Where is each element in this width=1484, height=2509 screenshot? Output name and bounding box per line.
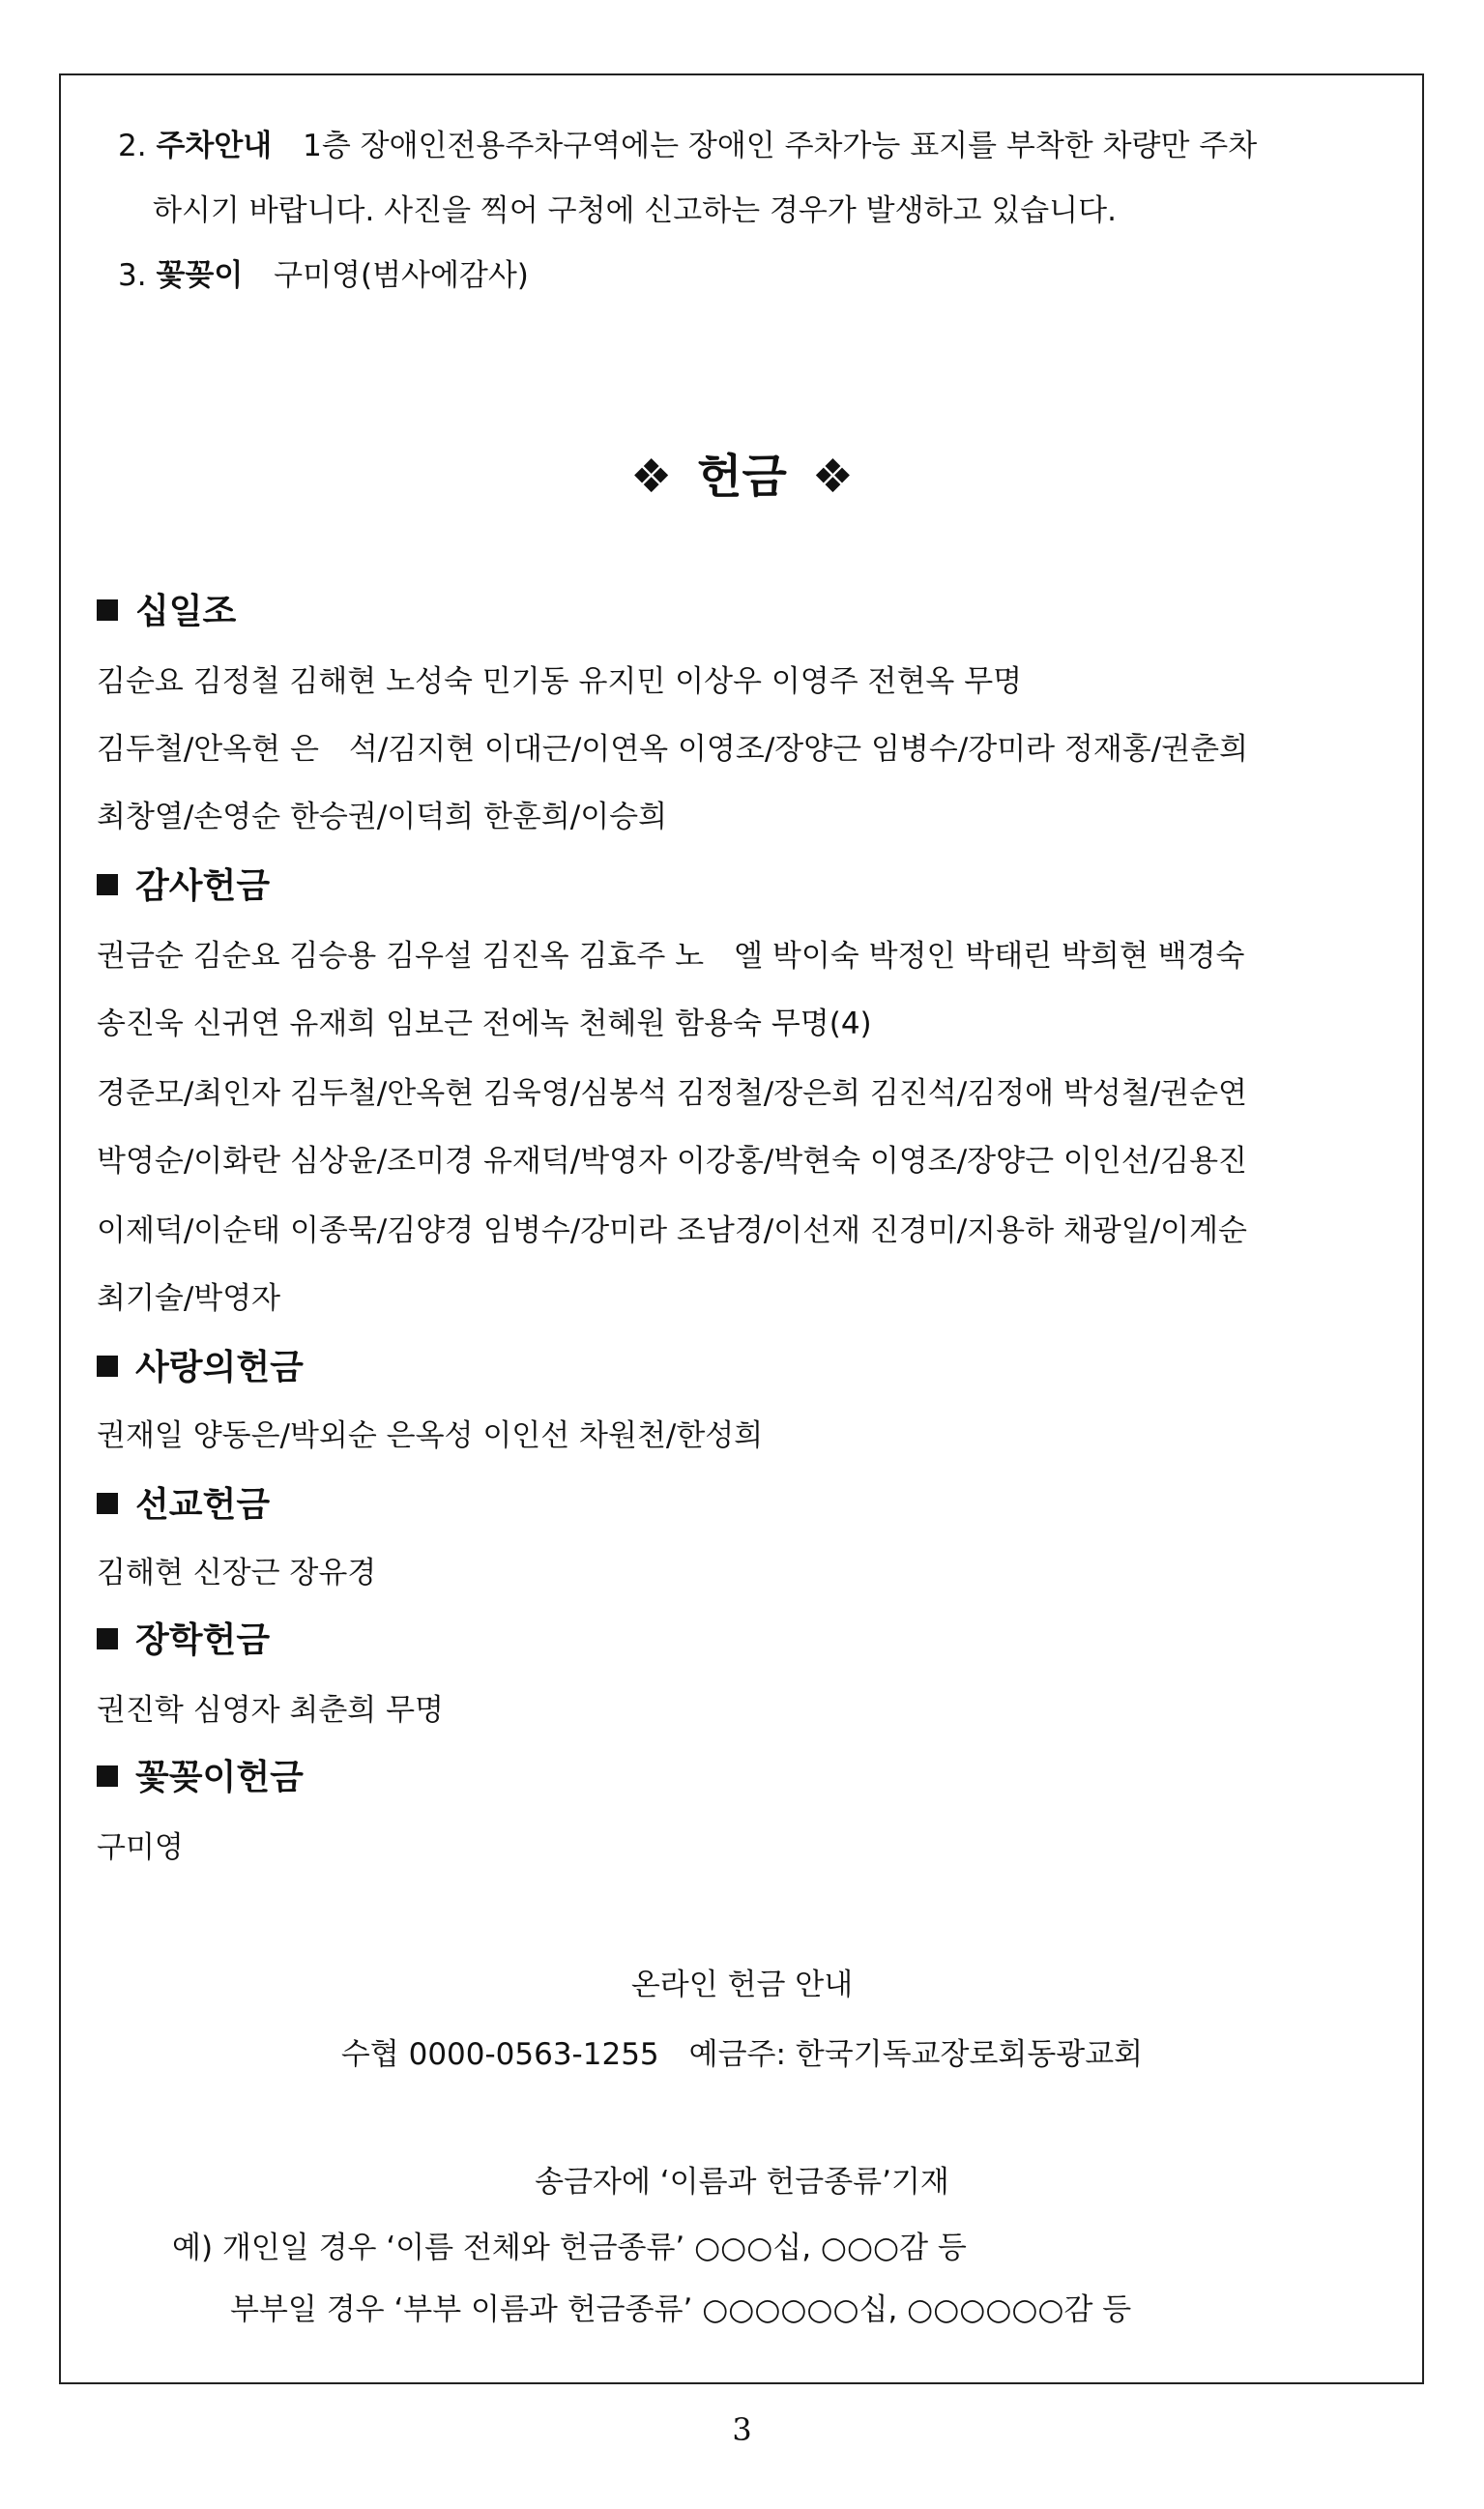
- names-line: 구미영: [97, 1830, 184, 1865]
- notice-number: 2.: [118, 129, 147, 163]
- square-bullet-icon: [97, 1628, 118, 1649]
- names-line: 송진욱 신귀연 유재희 임보근 전에녹 천혜원 함용숙 무명(4): [97, 1007, 872, 1041]
- section-heading-tithe: 십일조: [97, 588, 236, 636]
- online-example-couple: 부부일 경우 ‘부부 이름과 헌금종류’ ○○○○○○십, ○○○○○○감 등: [230, 2292, 1132, 2327]
- online-offering-title: 온라인 헌금 안내: [630, 1968, 854, 2002]
- section-heading-mission: 선교헌금: [97, 1481, 270, 1530]
- notice-text: 1층 장애인전용주차구역에는 장애인 주차가능 표지를 부착한 차량만 주차: [303, 129, 1258, 163]
- online-example-individual: 예) 개인일 경우 ‘이름 전체와 헌금종류’ ○○○십, ○○○감 등: [172, 2231, 967, 2265]
- section-heading-scholarship: 장학헌금: [97, 1617, 270, 1665]
- square-bullet-icon: [97, 599, 118, 621]
- names-line: 최기술/박영자: [97, 1281, 281, 1316]
- names-line: 경준모/최인자 김두철/안옥현 김욱영/심봉석 김정철/장은희 김진석/김정애 박성철/권순연: [97, 1076, 1247, 1111]
- names-line: 권재일 양동은/박외순 은옥성 이인선 차원천/한성희: [97, 1418, 764, 1453]
- notice-number: 3.: [118, 258, 147, 293]
- names-line: 박영순/이화란 심상윤/조미경 유재덕/박영자 이강홍/박현숙 이영조/장양근 이인선/김용진: [97, 1144, 1247, 1179]
- section-heading-flower: 꽃꽂이헌금: [97, 1754, 304, 1802]
- notice-title: 꽃꽂이: [156, 258, 244, 293]
- names-line: 권진학 심영자 최춘희 무명: [97, 1693, 444, 1728]
- square-bullet-icon: [97, 1356, 118, 1377]
- offering-title: [0, 443, 1484, 511]
- names-line: 이제덕/이순태 이종묵/김양경 임병수/강미라 조남경/이선재 진경미/지용하 채광일/이계순: [97, 1213, 1247, 1248]
- notice-title: 주차안내: [156, 129, 273, 163]
- notice-text: 구미영(범사에감사): [274, 258, 529, 293]
- square-bullet-icon: [97, 1493, 118, 1514]
- names-line: 최창열/손영순 한승권/이덕희 한훈희/이승희: [97, 800, 668, 834]
- online-account: 수협 0000-0563-1255 예금주: 한국기독교장로회동광교회: [340, 2037, 1144, 2072]
- square-bullet-icon: [97, 874, 118, 895]
- notice-flowers: [118, 251, 1375, 300]
- names-line: 김순요 김정철 김해현 노성숙 민기동 유지민 이상우 이영주 전현옥 무명: [97, 664, 1023, 699]
- section-heading-love: 사랑의헌금: [97, 1344, 304, 1392]
- square-bullet-icon: [97, 1765, 118, 1787]
- section-heading-thanksgiving: 감사헌금: [97, 862, 270, 911]
- names-line: 김해현 신장근 장유경: [97, 1556, 377, 1590]
- names-line: 김두철/안옥현 은 석/김지현 이대근/이연옥 이영조/장양근 임병수/강미라 정재홍/권춘희: [97, 732, 1249, 767]
- offering-title-text: 헌금: [697, 450, 787, 504]
- diamond-ornament-icon: ❖: [811, 450, 854, 504]
- diamond-ornament-icon: ❖: [630, 450, 673, 504]
- notice-parking-continued: 하시기 바랍니다. 사진을 찍어 구청에 신고하는 경우가 발생하고 있습니다.: [153, 193, 1117, 228]
- notice-parking: [118, 122, 1375, 170]
- online-instruction: 송금자에 ‘이름과 헌금종류’기재: [535, 2165, 949, 2200]
- names-line: 권금순 김순요 김승용 김우설 김진옥 김효주 노 엘 박이숙 박정인 박태린 박희현 백경숙: [97, 939, 1245, 974]
- page-number: 3: [732, 2411, 752, 2448]
